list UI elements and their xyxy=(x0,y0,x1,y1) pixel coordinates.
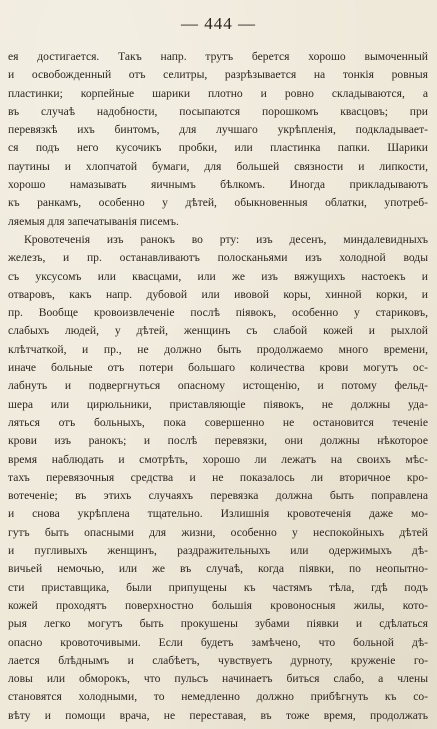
text-line: слабыхъ людей, у дѣтей, женщинъ съ слабой кожей и рыхлой xyxy=(8,324,428,338)
text-line: перевязкѣ ихъ бинтомъ, для лучшаго укрѣпленія, подкладывает- xyxy=(8,123,428,137)
text-line: рыя легко могутъ быть прокушены зубами піявки и сдѣлаться xyxy=(8,617,428,631)
text-line: вѣту и помощи врача, не переставая, въ тоже время, продолжать xyxy=(8,708,428,722)
text-line: тахъ перевязочныя средства и не показалось ли вторичное кро- xyxy=(8,470,428,484)
text-line: лается блѣднымъ и слабѣетъ, чувствуетъ дурноту, круженіе го- xyxy=(8,653,428,667)
text-line: кожей проходятъ поверхностно большія кровоносныя жилы, кото- xyxy=(8,598,428,612)
body-text xyxy=(8,48,428,725)
text-line: и освобожденный отъ селитры, разрѣзывается на тонкія ровныя xyxy=(8,68,428,82)
text-line: железъ, и пр. останавливаютъ полосканьями изъ холодной воды xyxy=(8,251,428,265)
text-line: пластинки; корпейные шарики плотно и ровно складываются, а xyxy=(8,86,428,100)
text-line: къ ранкамъ, особенно у дѣтей, обыкновенныя облатки, употреб- xyxy=(8,196,428,210)
text-line: ляться отъ больныхъ, пока совершенно не остановится теченіе xyxy=(8,415,428,429)
text-line: вичьей немочью, или же въ случаѣ, когда піявки, по неопытно- xyxy=(8,562,428,576)
text-line: хорошо намазывать яичнымъ бѣлкомъ. Иногда прикладываютъ xyxy=(8,178,428,192)
page-number: — 444 — xyxy=(181,14,256,33)
paragraph-2 xyxy=(8,231,428,725)
text-line: шера или цирюльники, приставляющіе піявокъ, не должны уда- xyxy=(8,397,428,411)
text-line: пр. Вообще кровоизвлеченіе послѣ піявокъ, особенно у стариковъ, xyxy=(8,306,428,320)
text-line: ляемыя для запечатыванія писемъ. xyxy=(8,214,179,228)
paragraph-1 xyxy=(8,48,428,231)
text-line: въ случаѣ надобности, посыпаются порошкомъ квасцовъ; при xyxy=(8,104,428,118)
text-line: и пугливыхъ женщинъ, раздражительныхъ или одержимыхъ дѣ- xyxy=(8,544,428,558)
text-line: иначе больные отъ потери большаго количества крови могутъ ос- xyxy=(8,361,428,375)
text-line: ловы или обморокъ, что пульсъ начинаетъ биться слабо, а члены xyxy=(8,672,428,686)
text-line: вотеченіе; въ этихъ случаяхъ перевязка должна быть поправлена xyxy=(8,489,428,503)
text-line: отваровъ, какъ напр. дубовой или ивовой коры, хинной корки, и xyxy=(8,287,428,301)
text-line: клѣтчаткой, и пр., не должно быть продолжаемо много времени, xyxy=(8,342,428,356)
text-line: сти приставщика, были припущены къ частямъ тѣла, гдѣ подъ xyxy=(8,580,428,594)
text-line: крови изъ ранокъ; и послѣ перевязки, они должны нѣкоторое xyxy=(8,434,428,448)
text-line: становятся холодными, то немедленно должно прибѣгнуть къ со- xyxy=(8,690,428,704)
text-line: лабнуть и подвергнуться опасному истощенію, и потому фельд- xyxy=(8,379,428,393)
text-line: ся подъ него кусочикъ пробки, или пластинка папки. Шарики xyxy=(8,141,428,155)
text-line: гутъ быть опасными для жизни, особенно у неспокойныхъ дѣтей xyxy=(8,525,428,539)
text-line: время наблюдать и смотрѣть, хорошо ли лежатъ на своихъ мѣс- xyxy=(8,452,428,466)
text-line: ея достигается. Такъ напр. трутъ берется хорошо вымоченный xyxy=(8,50,428,63)
text-line: Кровотеченія изъ ранокъ во рту: изъ десенъ, миндалевидныхъ xyxy=(24,232,428,246)
text-line: съ уксусомъ или квасцами, или же изъ вяжущихъ настоекъ и xyxy=(8,269,428,283)
text-line: опасно кровоточивыми. Если будетъ замѣчено, что больной дѣ- xyxy=(8,635,428,649)
text-line: паутины и хлопчатой бумаги, для большей связности и липкости, xyxy=(8,159,428,173)
text-line: и снова укрѣплена тщательно. Излишнія кровотеченія даже мо- xyxy=(8,507,428,521)
